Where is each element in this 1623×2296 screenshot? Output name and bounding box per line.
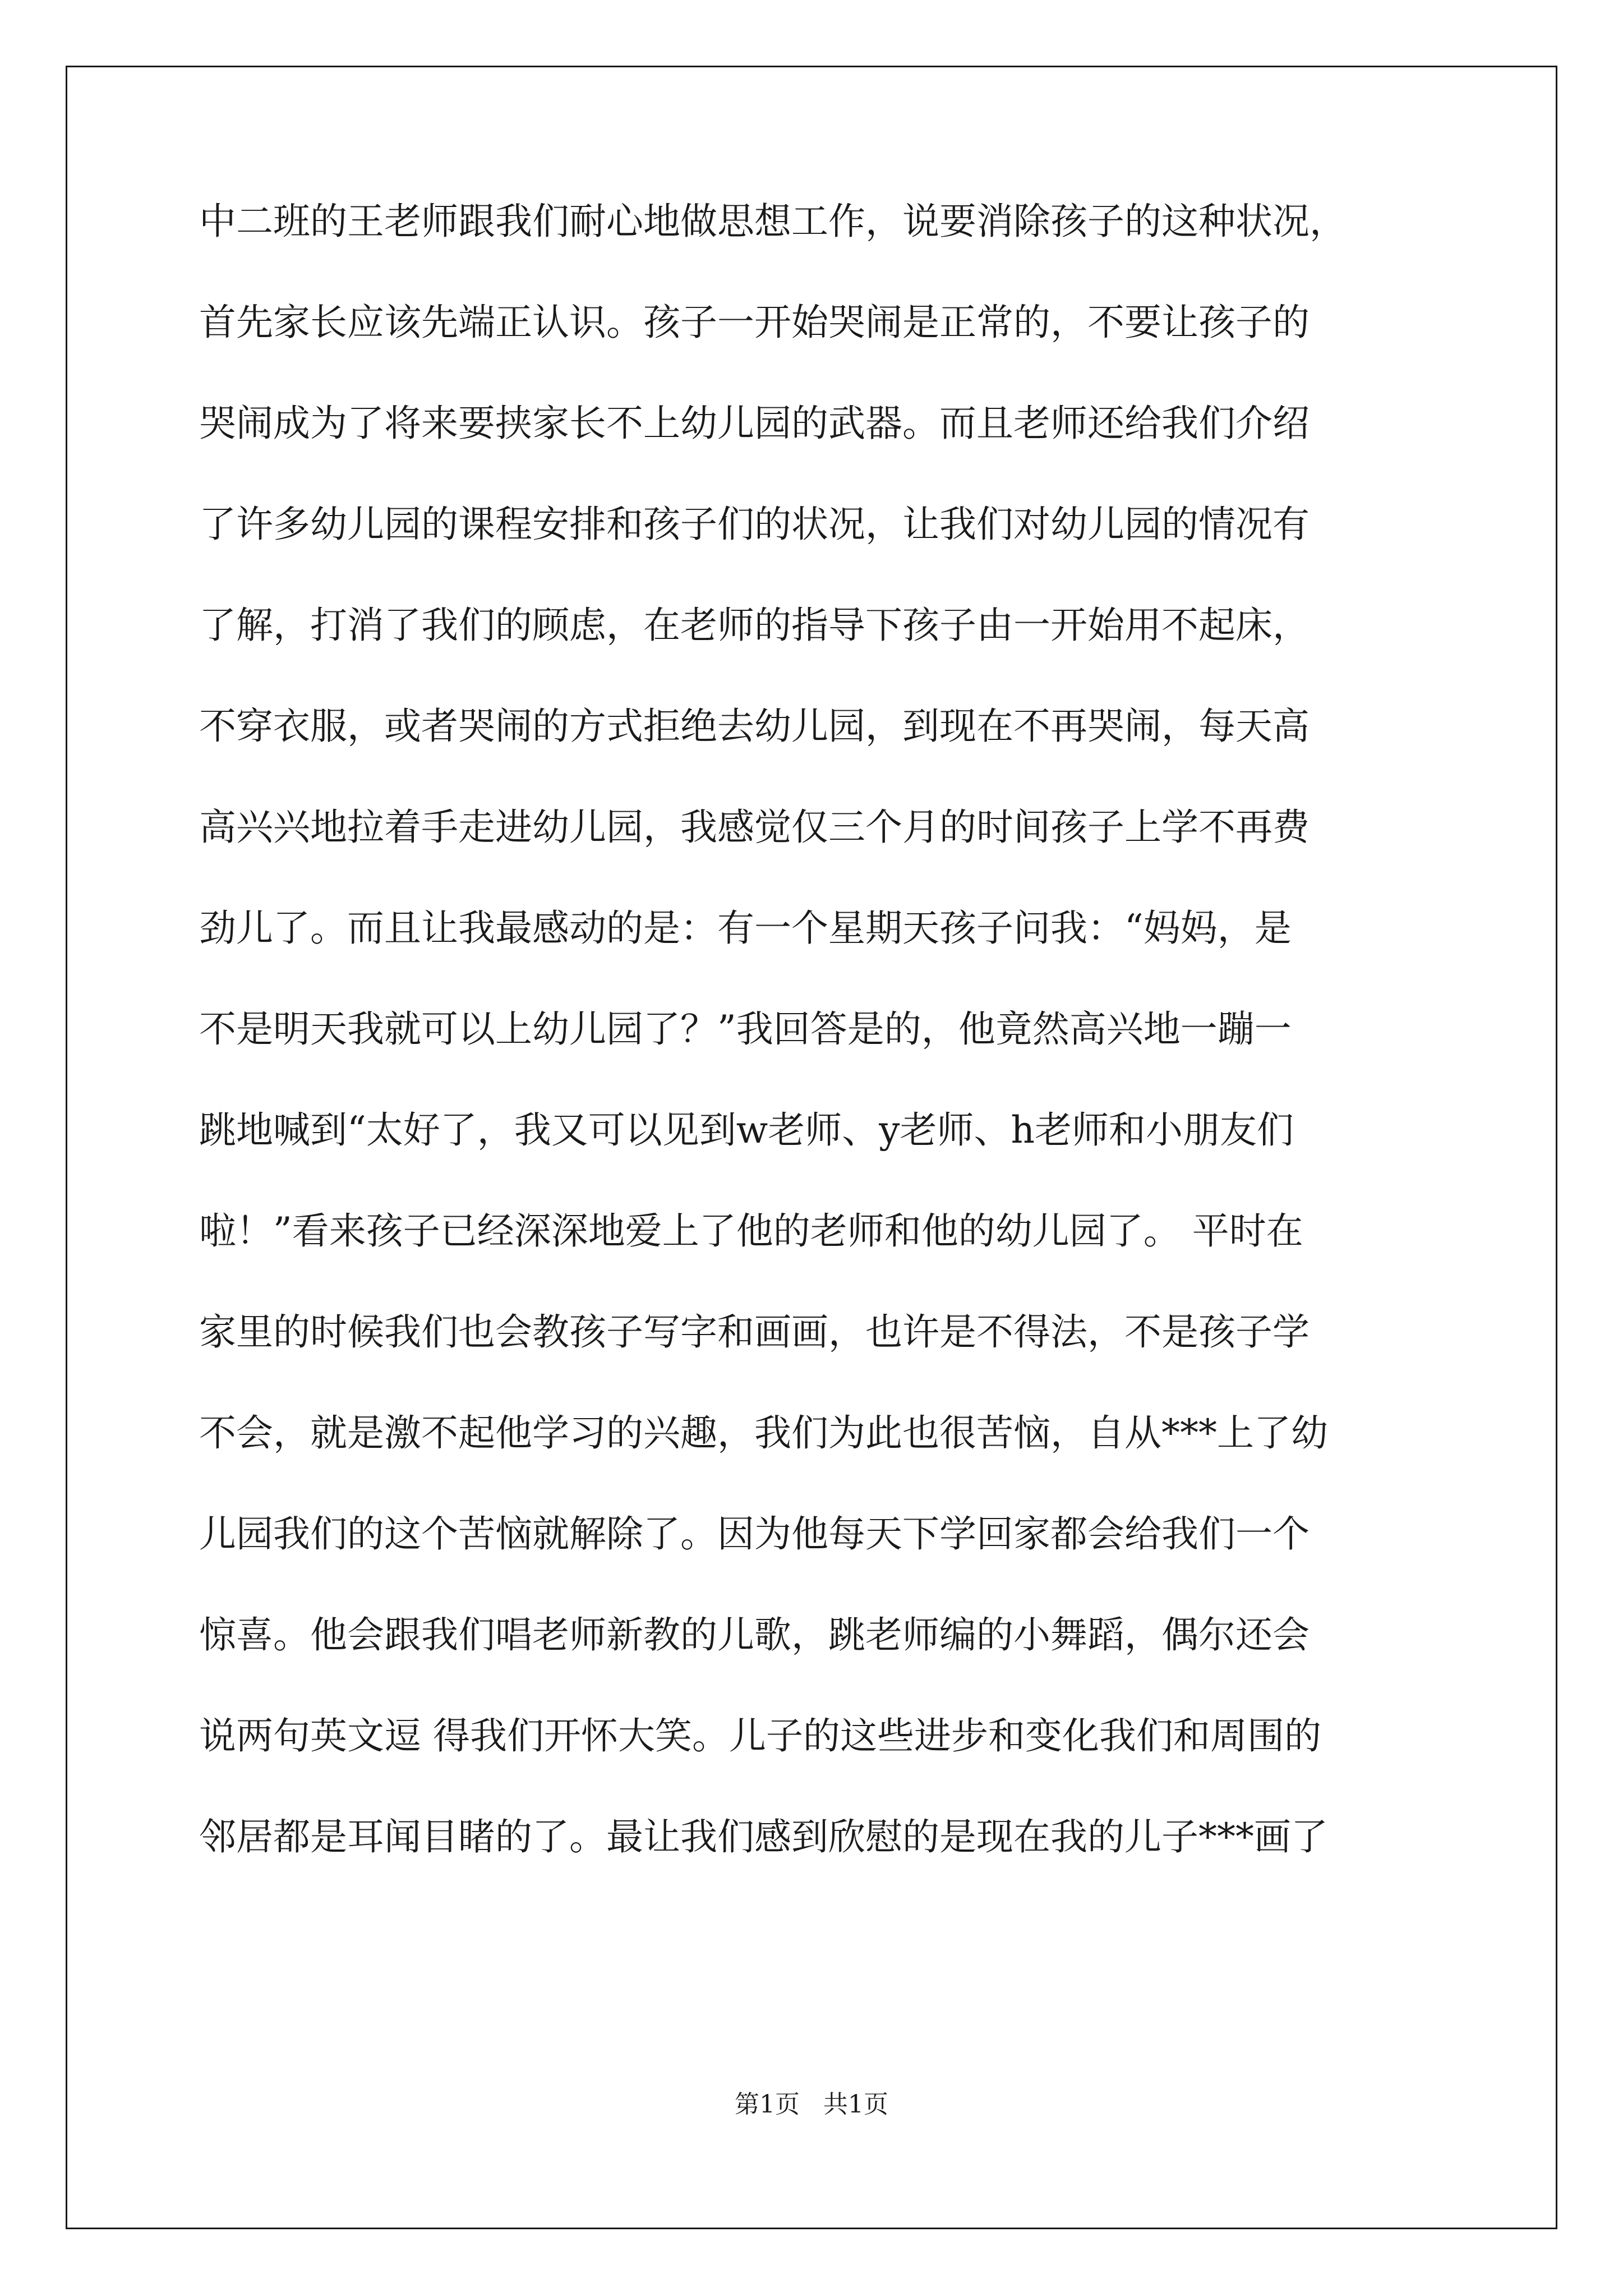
text-line: 儿园我们的这个苦恼就解除了。因为他每天下学回家都会给我们一个 xyxy=(199,1512,1310,1556)
text-line: 邻居都是耳闻目睹的了。最让我们感到欣慰的是现在我的儿子***画了 xyxy=(199,1815,1328,1858)
text-line: 高兴兴地拉着手走进幼儿园，我感觉仅三个月的时间孩子上学不再费 xyxy=(199,806,1310,849)
text-line: 了解，打消了我们的顾虑，在老师的指导下孩子由一开始用不起床， xyxy=(199,604,1310,647)
page-footer: 第1页 共1页 xyxy=(735,2090,888,2119)
text-line: 家里的时候我们也会教孩子写字和画画，也许是不得法，不是孩子学 xyxy=(199,1310,1310,1354)
text-line: 不是明天我就可以上幼儿园了？”我回答是的，他竟然高兴地一蹦一 xyxy=(199,1007,1292,1051)
text-line: 惊喜。他会跟我们唱老师新教的儿歌，跳老师编的小舞蹈，偶尔还会 xyxy=(199,1613,1310,1657)
text-line: 劲儿了。而且让我最感动的是：有一个星期天孩子问我：“妈妈，是 xyxy=(199,907,1292,950)
text-line: 中二班的王老师跟我们耐心地做思想工作，说要消除孩子的这种状况， xyxy=(199,200,1347,243)
text-line: 首先家长应该先端正认识。孩子一开始哭闹是正常的，不要让孩子的 xyxy=(199,301,1310,344)
document-body xyxy=(199,194,1455,1910)
text-line: 了许多幼儿园的课程安排和孩子们的状况，让我们对幼儿园的情况有 xyxy=(199,503,1310,546)
text-line: 不会，就是激不起他学习的兴趣，我们为此也很苦恼，自从***上了幼 xyxy=(199,1411,1328,1455)
text-line: 啦！”看来孩子已经深深地爱上了他的老师和他的幼儿园了。 平时在 xyxy=(199,1209,1303,1253)
text-line: 说两句英文逗 得我们开怀大笑。儿子的这些进步和变化我们和周围的 xyxy=(199,1714,1321,1757)
text-line: 跳地喊到“太好了，我又可以见到w老师、y老师、h老师和小朋友们 xyxy=(199,1108,1294,1152)
text-line: 哭闹成为了将来要挟家长不上幼儿园的武器。而且老师还给我们介绍 xyxy=(199,402,1310,445)
text-line: 不穿衣服，或者哭闹的方式拒绝去幼儿园，到现在不再哭闹，每天高 xyxy=(199,705,1310,748)
